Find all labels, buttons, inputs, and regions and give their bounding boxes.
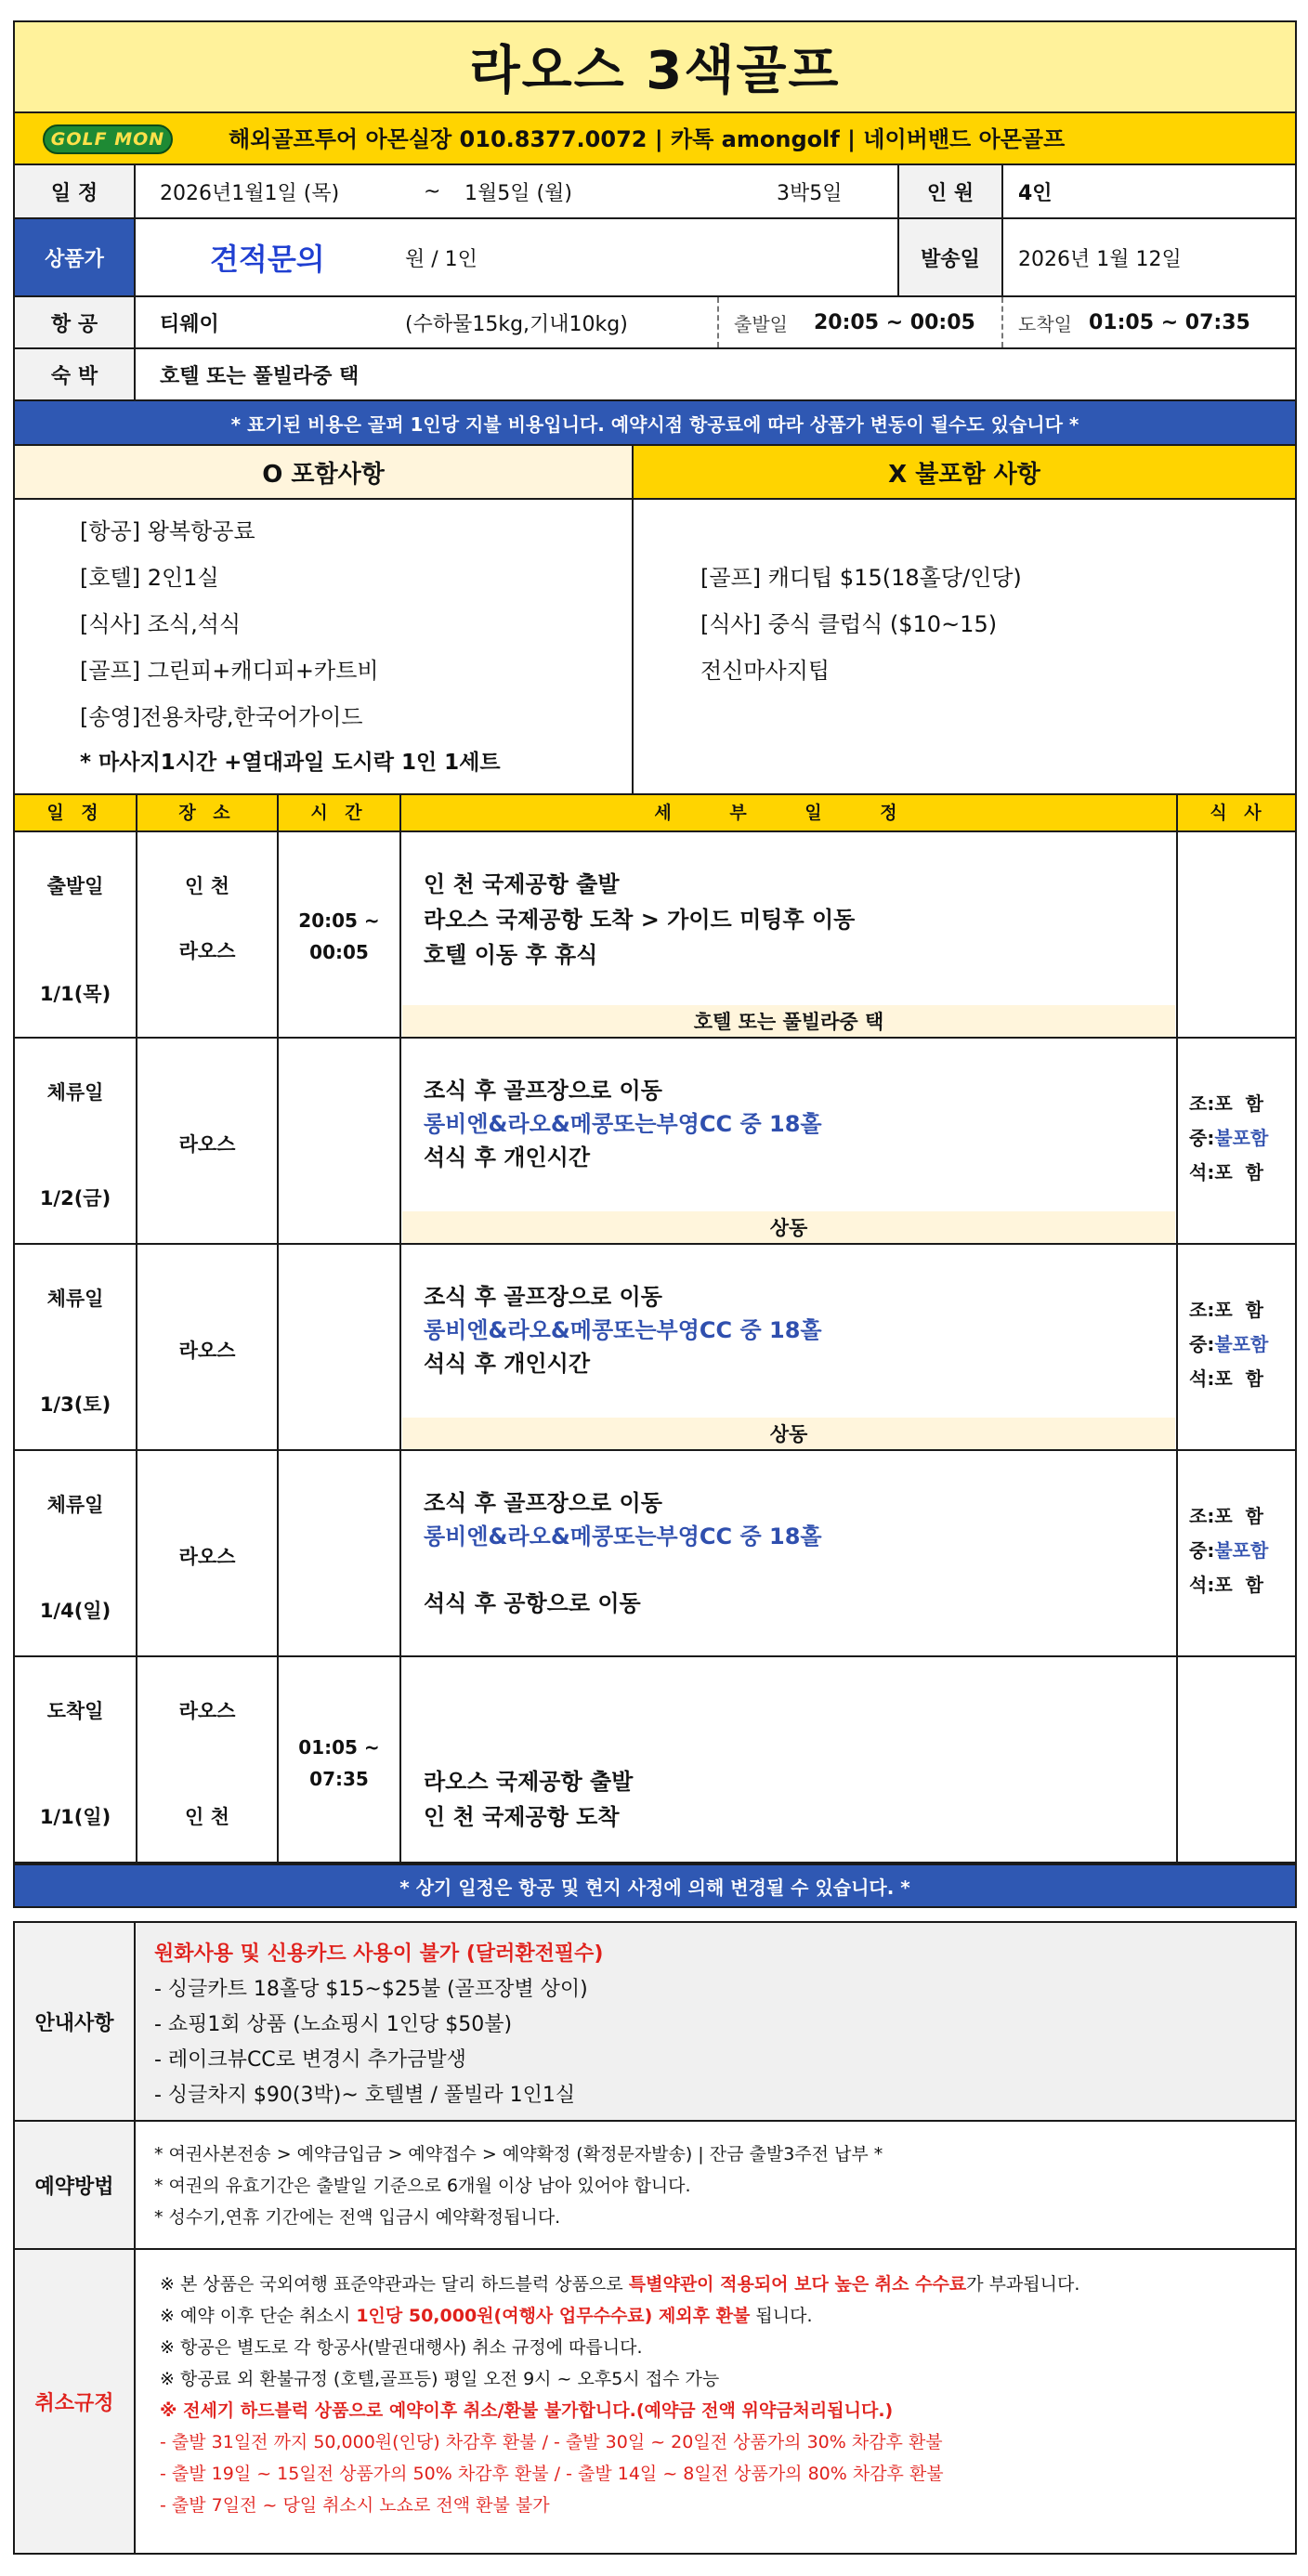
cancel-line: ※ 항공료 외 환불규정 (호텔,골프등) 평일 오전 9시 ~ 오후5시 접수 가능 — [160, 2369, 720, 2389]
day-date: 1/2(금) — [39, 1187, 111, 1210]
detail-line-golf: 롱비엔&라오&메콩또는부영CC 중 18홀 — [424, 1523, 822, 1550]
day-type: 체류일 — [46, 1494, 104, 1516]
price-notice: * 표기된 비용은 골퍼 1인당 지불 비용입니다. 예약시점 항공료에 따라 상품가 변동이 될수도 있습니다 * — [15, 401, 1295, 446]
price-unit: 원 / 1인 — [405, 247, 477, 271]
hotel-bar: 상동 — [402, 1211, 1175, 1243]
quote-inquiry-text: 견적문의 — [210, 242, 325, 277]
schedule-day-4 — [15, 1451, 1295, 1657]
detail-line: 조식 후 골프장으로 이동 — [424, 1490, 662, 1516]
end-date: 1월5일 (월) — [464, 181, 572, 205]
dep-label: 출발일 — [734, 312, 788, 335]
included-item: [항공] 왕복항공료 — [80, 518, 255, 544]
row-hotel — [15, 349, 1295, 401]
guide-line: - 쇼핑1회 상품 (노쇼핑시 1인당 $50불) — [154, 2013, 513, 2036]
meal-info — [1189, 1293, 1268, 1396]
day-place: 라오스 — [178, 1340, 236, 1362]
schedule-day-5 — [15, 1657, 1295, 1863]
included-item: [호텔] 2인1실 — [80, 565, 219, 591]
header-detail: 세 부 일 정 — [654, 803, 923, 823]
cancel-line: ※ 항공은 별도로 각 항공사(발권대행사) 취소 규정에 따릅니다. — [160, 2337, 643, 2358]
nights: 3박5일 — [777, 181, 843, 205]
summary-block — [13, 20, 1297, 827]
date-tilde: ~ — [424, 179, 441, 203]
row-price — [15, 219, 1295, 297]
detail-line-golf: 롱비엔&라오&메콩또는부영CC 중 18홀 — [424, 1317, 822, 1343]
excluded-item: [식사] 중식 클럽식 ($10~15) — [700, 611, 998, 637]
cancel-label: 취소규정 — [15, 2250, 136, 2553]
day-place: 라오스 — [178, 940, 236, 962]
guide-label: 안내사항 — [15, 1923, 136, 2120]
schedule-notice: * 상기 일정은 항공 및 현지 사정에 의해 변경될 수 있습니다. * — [15, 1863, 1295, 1906]
schedule-day-3 — [15, 1245, 1295, 1451]
excluded-title: X 불포함 사항 — [634, 446, 1295, 498]
hotel-bar: 호텔 또는 풀빌라중 택 — [402, 1005, 1175, 1037]
detail-line: 라오스 국제공항 출발 — [424, 1769, 634, 1795]
guide-line: - 싱글차지 $90(3박)~ 호텔별 / 풀빌라 1인1실 — [154, 2084, 576, 2107]
guide-line: - 싱글카트 18홀당 $15~$25불 (골프장별 상이) — [154, 1978, 588, 2001]
day-time: 20:05 ~ 00:05 — [298, 909, 380, 963]
meal-info — [1189, 1087, 1268, 1190]
day-place: 라오스 — [178, 1546, 236, 1568]
detail-line: 인 천 국제공항 도착 — [424, 1804, 620, 1830]
detail-line: 인 천 국제공항 출발 — [424, 871, 620, 897]
guide-line: - 레이크뷰CC로 변경시 추가금발생 — [154, 2048, 466, 2072]
day-date: 1/4(일) — [39, 1600, 111, 1622]
inclusion-body — [15, 500, 1295, 825]
cancel-line-refund: - 출발 19일 ~ 15일전 상품가의 50% 차감후 환불 / - 출발 14일 ~ 8일전 상품가의 80% 차감후 환불 — [160, 2464, 944, 2484]
day-type: 도착일 — [46, 1700, 104, 1722]
detail-line: 호텔 이동 후 휴식 — [424, 942, 598, 968]
booking-line: * 여권의 유효기간은 출발일 기준으로 6개월 이상 남아 있어야 합니다. — [154, 2176, 691, 2196]
day-place: 인 천 — [185, 875, 229, 897]
price-label: 상품가 — [15, 219, 136, 295]
date-label: 일 정 — [15, 165, 136, 217]
dep-time: 20:05 ~ 00:05 — [814, 310, 975, 334]
header-time: 시 간 — [310, 803, 368, 823]
people-label: 인 원 — [899, 165, 1001, 217]
day-date: 1/1(일) — [39, 1806, 111, 1828]
cancel-line-refund: - 출발 31일전 까지 50,000원(인당) 차감후 환불 / - 출발 30일 ~ 20일전 상품가의 30% 차감후 환불 — [160, 2432, 943, 2452]
meal-info — [1189, 1499, 1268, 1602]
schedule-day-1 — [15, 832, 1295, 1039]
cancel-line: ※ 본 상품은 국외여행 표준약관과는 달리 하드블럭 상품으로 특별약관이 적용되어 보다 높은 취소 수수료가 부과됩니다. — [160, 2274, 1080, 2295]
included-item: [식사] 조식,석식 — [80, 611, 242, 637]
arr-time: 01:05 ~ 07:35 — [1089, 310, 1250, 334]
cancel-line: ※ 예약 이후 단순 취소시 1인당 50,000원(여행사 업무수수료) 제외후 환불 됩니다. — [160, 2306, 813, 2326]
row-dates — [15, 165, 1295, 219]
schedule-day-2 — [15, 1039, 1295, 1245]
detail-line: 석식 후 개인시간 — [424, 1144, 590, 1170]
header-place: 장 소 — [178, 803, 236, 823]
baggage: (수하물15kg,기내10kg) — [405, 312, 628, 336]
schedule-table — [13, 793, 1297, 1908]
day-type: 출발일 — [46, 875, 104, 897]
arr-label: 도착일 — [1018, 312, 1072, 335]
day-place: 라오스 — [178, 1700, 236, 1722]
air-label: 항 공 — [15, 297, 136, 347]
included-bonus: * 마사지1시간 +열대과일 도시락 1인 1세트 — [80, 751, 501, 775]
page-title: 라오스 3색골프 — [15, 22, 1295, 113]
detail-line: 라오스 국제공항 도착 > 가이드 미팅후 이동 — [424, 907, 856, 933]
included-item: [송영]전용차량,한국어가이드 — [80, 704, 363, 730]
day-place: 인 천 — [185, 1806, 229, 1828]
contact-bar — [15, 113, 1295, 165]
issue-date: 2026년 1월 12일 — [1018, 247, 1182, 271]
meal-text: 조:포 함 중:불포함 석:포 함 — [1189, 1505, 1269, 1596]
detail-line: 조식 후 골프장으로 이동 — [424, 1284, 662, 1310]
quote-inquiry[interactable] — [210, 219, 325, 295]
cancel-line-refund: - 출발 7일전 ~ 당일 취소시 노쇼로 전액 환불 불가 — [160, 2495, 550, 2516]
cancel-row — [15, 2250, 1295, 2553]
day-type: 체류일 — [46, 1081, 104, 1104]
inclusion-header — [15, 446, 1295, 500]
start-date: 2026년1월1일 (목) — [160, 181, 340, 205]
hotel-bar: 상동 — [402, 1418, 1175, 1449]
day-place: 라오스 — [178, 1133, 236, 1156]
header-day: 일 정 — [46, 803, 104, 823]
booking-line: * 여권사본전송 > 예약금입금 > 예약접수 > 예약확정 (확정문자발송) | 잔금 출발3주전 납부 * — [154, 2144, 883, 2164]
booking-line: * 성수기,연휴 기간에는 전액 입금시 예약확정됩니다. — [154, 2207, 561, 2228]
hotel-option: 호텔 또는 풀빌라중 택 — [160, 364, 360, 388]
day-type: 체류일 — [46, 1288, 104, 1310]
detail-line-golf: 롱비엔&라오&메콩또는부영CC 중 18홀 — [424, 1111, 822, 1137]
booking-label: 예약방법 — [15, 2122, 136, 2248]
people-count: 4인 — [1018, 181, 1053, 205]
issue-label: 발송일 — [899, 219, 1001, 295]
included-list — [15, 500, 634, 825]
included-item: [골프] 그린피+캐디피+카트비 — [80, 658, 379, 684]
guide-line-currency: 원화사용 및 신용카드 사용이 불가 (달러환전필수) — [154, 1942, 604, 1966]
header-meal: 식 사 — [1210, 803, 1267, 823]
schedule-header — [15, 795, 1295, 832]
day-time: 01:05 ~ 07:35 — [298, 1736, 380, 1790]
excluded-item: [골프] 캐디팁 $15(18홀당/인당) — [700, 565, 1022, 591]
detail-line: 조식 후 골프장으로 이동 — [424, 1078, 662, 1104]
day-date: 1/3(토) — [39, 1393, 111, 1416]
day-date: 1/1(목) — [39, 983, 111, 1005]
detail-line: 석식 후 공항으로 이동 — [424, 1590, 641, 1616]
excluded-list — [634, 500, 1295, 825]
contact-line: 해외골프투어 아몬실장 010.8377.0072 | 카톡 amongolf | 네이버밴드 아몬골프 — [229, 126, 1066, 152]
hotel-label: 숙 박 — [15, 349, 136, 399]
meal-text: 조:포 함 중:불포함 석:포 함 — [1189, 1092, 1269, 1183]
airline: 티웨이 — [160, 312, 219, 336]
row-air — [15, 297, 1295, 349]
golfmon-logo: GOLF MON — [43, 124, 173, 154]
cancel-line-charter: ※ 전세기 하드블럭 상품으로 예약이후 취소/환불 불가합니다.(예약금 전액 위약금처리됩니다.) — [160, 2400, 894, 2421]
booking-row — [15, 2122, 1295, 2250]
excluded-item: 전신마사지팁 — [700, 658, 831, 684]
info-table — [13, 1921, 1297, 2555]
detail-line: 석식 후 개인시간 — [424, 1351, 590, 1377]
meal-text: 조:포 함 중:불포함 석:포 함 — [1189, 1299, 1269, 1390]
included-title: O 포함사항 — [15, 446, 634, 498]
guide-row — [15, 1923, 1295, 2122]
